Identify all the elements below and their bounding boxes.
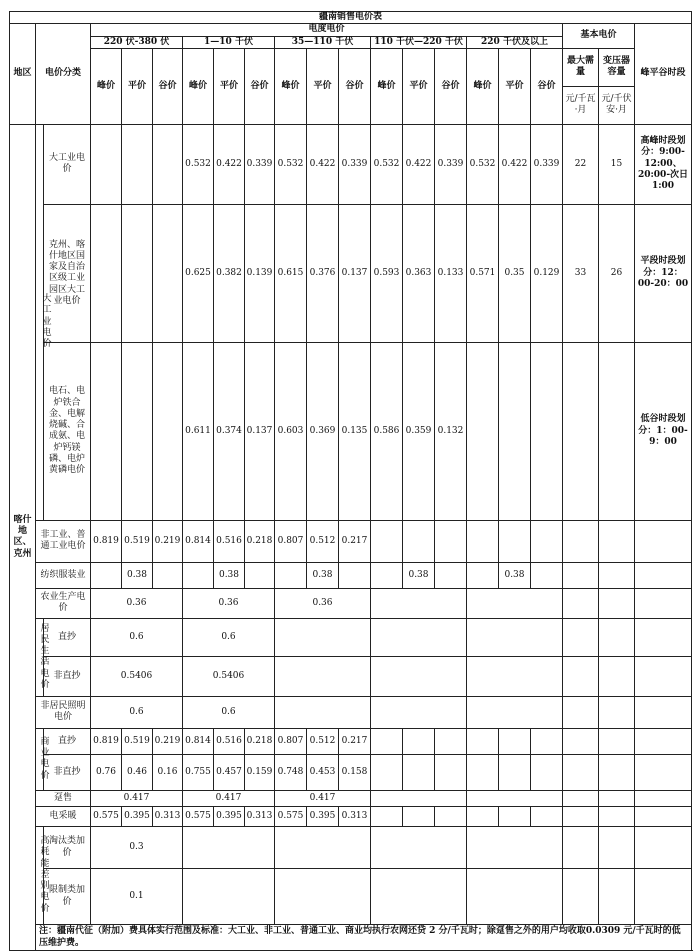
price-cell: 0.36 (183, 588, 275, 618)
price-cell (91, 342, 122, 520)
peak-header: 峰价 (183, 48, 214, 124)
price-cell (531, 728, 563, 754)
category-label: 非工业、普通工业电价 (36, 520, 91, 562)
category-label: 直抄 (44, 618, 91, 656)
flat-header: 平价 (403, 48, 435, 124)
price-cell (499, 754, 531, 790)
price-cell (499, 807, 531, 827)
price-cell: 0.532 (183, 124, 214, 204)
peak-header: 峰价 (371, 48, 403, 124)
tou-valley: 低谷时段划分：1：00-9：00 (635, 342, 692, 520)
price-cell (371, 728, 403, 754)
price-cell: 0.36 (91, 588, 183, 618)
price-cell: 0.516 (214, 520, 245, 562)
price-cell: 0.532 (275, 124, 307, 204)
price-cell: 0.532 (467, 124, 499, 204)
transformer-unit: 元/千伏安·月 (599, 86, 635, 124)
price-cell (531, 342, 563, 520)
row-big-industry (10, 124, 692, 204)
high-energy-group: 高耗能差别电价 (36, 827, 44, 925)
price-cell: 0.807 (275, 520, 307, 562)
price-cell: 0.218 (245, 520, 275, 562)
price-cell: 0.158 (339, 754, 371, 790)
price-cell (403, 728, 435, 754)
price-cell: 0.571 (467, 204, 499, 342)
category-label: 纺织服装业 (36, 562, 91, 588)
voltage-level: 1—10 千伏 (183, 36, 275, 48)
price-cell (467, 342, 499, 520)
price-cell: 0.417 (91, 790, 183, 806)
valley-header: 谷价 (531, 48, 563, 124)
region-name: 喀什地区、克州 (10, 124, 36, 950)
valley-header: 谷价 (339, 48, 371, 124)
voltage-level: 35—110 千伏 (275, 36, 371, 48)
row-residential-indirect (10, 656, 692, 696)
price-cell (499, 520, 531, 562)
price-cell: 0.313 (339, 807, 371, 827)
price-cell: 0.417 (183, 790, 275, 806)
price-cell: 0.395 (214, 807, 245, 827)
price-cell (435, 754, 467, 790)
header-category: 电价分类 (36, 24, 91, 125)
price-cell: 0.363 (403, 204, 435, 342)
peak-header: 峰价 (275, 48, 307, 124)
price-cell (435, 520, 467, 562)
valley-header: 谷价 (153, 48, 183, 124)
category-label: 淘汰类加价 (44, 827, 91, 869)
flat-header: 平价 (307, 48, 339, 124)
price-cell: 0.38 (307, 562, 339, 588)
price-cell (371, 754, 403, 790)
header-energy-price: 电度电价 (91, 24, 563, 36)
price-cell (467, 807, 499, 827)
tou-flat: 平段时段划分：12：00-20：00 (635, 204, 692, 342)
row-non-residential (10, 696, 692, 728)
price-cell (531, 520, 563, 562)
price-cell: 0.422 (214, 124, 245, 204)
row-residential-direct (10, 618, 692, 656)
price-cell (435, 728, 467, 754)
price-cell: 0.625 (183, 204, 214, 342)
price-cell: 0.748 (275, 754, 307, 790)
price-cell: 0.374 (214, 342, 245, 520)
price-cell: 0.35 (499, 204, 531, 342)
flat-header: 平价 (214, 48, 245, 124)
row-textile (10, 562, 692, 588)
price-cell: 0.417 (275, 790, 371, 806)
voltage-level: 220 伏-380 伏 (91, 36, 183, 48)
price-cell: 0.575 (91, 807, 122, 827)
price-table (9, 11, 692, 951)
category-label: 大工业电价 (44, 124, 91, 204)
price-cell (403, 520, 435, 562)
row-park-industry (10, 204, 692, 342)
price-cell: 0.755 (183, 754, 214, 790)
tou-peak: 高峰时段划分：9:00-12:00、20:00-次日1:00 (635, 124, 692, 204)
price-cell: 0.6 (91, 696, 183, 728)
row-agriculture (10, 588, 692, 618)
price-cell: 0.132 (435, 342, 467, 520)
price-cell: 0.6 (91, 618, 183, 656)
row-general-industry (10, 520, 692, 562)
price-cell: 0.814 (183, 728, 214, 754)
price-cell: 0.611 (183, 342, 214, 520)
price-cell: 0.5406 (91, 656, 183, 696)
price-cell: 0.135 (339, 342, 371, 520)
price-cell (371, 520, 403, 562)
price-cell: 0.586 (371, 342, 403, 520)
price-cell: 0.369 (307, 342, 339, 520)
price-cell: 0.137 (339, 204, 371, 342)
price-cell: 0.532 (371, 124, 403, 204)
price-cell: 0.339 (245, 124, 275, 204)
price-cell: 0.422 (499, 124, 531, 204)
price-cell: 0.395 (307, 807, 339, 827)
price-cell: 0.16 (153, 754, 183, 790)
price-cell (153, 124, 183, 204)
price-cell: 0.615 (275, 204, 307, 342)
price-cell: 0.382 (214, 204, 245, 342)
peak-header: 峰价 (467, 48, 499, 124)
transformer-value: 26 (599, 204, 635, 342)
price-cell: 0.516 (214, 728, 245, 754)
residential-group: 居民生活电价 (36, 618, 44, 696)
header-basic-price: 基本电价 (563, 24, 635, 49)
price-cell: 0.137 (245, 342, 275, 520)
price-cell: 0.519 (122, 520, 153, 562)
header-region: 地区 (10, 24, 36, 125)
price-cell: 0.219 (153, 728, 183, 754)
price-cell (435, 807, 467, 827)
price-cell: 0.38 (214, 562, 245, 588)
flat-header: 平价 (122, 48, 153, 124)
category-label: 电石、电炉铁合金、电解烧碱、合成氨、电炉钙镁磷、电炉黄磷电价 (44, 342, 91, 520)
price-cell: 0.575 (275, 807, 307, 827)
price-cell: 0.575 (183, 807, 214, 827)
price-cell (467, 520, 499, 562)
price-cell: 0.3 (91, 827, 183, 869)
category-label: 非直抄 (44, 656, 91, 696)
max-demand-value (563, 342, 599, 520)
price-cell: 0.129 (531, 204, 563, 342)
price-cell: 0.6 (183, 696, 275, 728)
category-label: 农业生产电价 (36, 588, 91, 618)
price-cell: 0.339 (435, 124, 467, 204)
price-cell (499, 342, 531, 520)
header-tou: 峰平谷时段 (635, 24, 692, 125)
price-cell: 0.339 (531, 124, 563, 204)
price-cell: 0.422 (403, 124, 435, 204)
category-label: 非居民照明电价 (36, 696, 91, 728)
price-cell (91, 204, 122, 342)
price-cell (499, 728, 531, 754)
row-wholesale (10, 790, 692, 806)
price-cell: 0.313 (153, 807, 183, 827)
price-cell (122, 124, 153, 204)
price-cell: 0.814 (183, 520, 214, 562)
max-demand-header: 最大需量 (563, 48, 599, 86)
price-cell: 0.218 (245, 728, 275, 754)
category-label: 限制类加价 (44, 869, 91, 925)
price-cell: 0.512 (307, 728, 339, 754)
transformer-header: 变压器容量 (599, 48, 635, 86)
price-cell: 0.5406 (183, 656, 275, 696)
price-cell: 0.339 (339, 124, 371, 204)
price-cell: 0.457 (214, 754, 245, 790)
category-label: 非直抄 (44, 754, 91, 790)
price-cell (467, 754, 499, 790)
price-cell: 0.807 (275, 728, 307, 754)
price-cell: 0.512 (307, 520, 339, 562)
price-cell: 0.38 (499, 562, 531, 588)
price-cell: 0.219 (153, 520, 183, 562)
price-cell: 0.217 (339, 520, 371, 562)
row-heating (10, 807, 692, 827)
transformer-value (599, 342, 635, 520)
row-high-load-industry (10, 342, 692, 520)
price-cell: 0.139 (245, 204, 275, 342)
price-cell: 0.422 (307, 124, 339, 204)
valley-header: 谷价 (435, 48, 467, 124)
row-restricted (10, 869, 692, 925)
price-cell (91, 124, 122, 204)
price-cell (531, 754, 563, 790)
price-cell (531, 807, 563, 827)
price-cell (371, 807, 403, 827)
price-cell: 0.603 (275, 342, 307, 520)
category-label: 电采暖 (36, 807, 91, 827)
row-commercial-indirect (10, 754, 692, 790)
price-cell: 0.359 (403, 342, 435, 520)
price-cell: 0.46 (122, 754, 153, 790)
price-cell: 0.819 (91, 520, 122, 562)
row-eliminated (10, 827, 692, 869)
price-cell (153, 204, 183, 342)
price-cell (122, 204, 153, 342)
table-note: 注：疆南代征（附加）费具体实行范围及标准：大工业、非工业、普通工业、商业均执行农网还贷 2 分/千瓦时；除趸售之外的用户均收取0.0309 元/千瓦时的低压维护费。 (36, 925, 692, 951)
price-cell (122, 342, 153, 520)
price-cell (403, 754, 435, 790)
peak-header: 峰价 (91, 48, 122, 124)
valley-header: 谷价 (245, 48, 275, 124)
price-cell: 0.6 (183, 618, 275, 656)
flat-header: 平价 (499, 48, 531, 124)
price-cell: 0.76 (91, 754, 122, 790)
price-cell: 0.159 (245, 754, 275, 790)
price-cell: 0.453 (307, 754, 339, 790)
max-demand-value: 22 (563, 124, 599, 204)
category-label: 趸售 (36, 790, 91, 806)
category-label: 克州、喀什地区国家及自治区级工业园区大工业电价 (44, 204, 91, 342)
max-demand-value: 33 (563, 204, 599, 342)
voltage-level: 220 千伏及以上 (467, 36, 563, 48)
big-industry-group: 大工业电价 (36, 124, 44, 520)
price-cell: 0.133 (435, 204, 467, 342)
max-demand-unit: 元/千瓦 ·月 (563, 86, 599, 124)
price-cell: 0.1 (91, 869, 183, 925)
price-cell: 0.376 (307, 204, 339, 342)
transformer-value: 15 (599, 124, 635, 204)
price-cell: 0.819 (91, 728, 122, 754)
price-cell (153, 342, 183, 520)
price-cell: 0.38 (122, 562, 153, 588)
commercial-group: 商业电价 (36, 728, 44, 790)
price-cell: 0.313 (245, 807, 275, 827)
price-cell (467, 728, 499, 754)
category-label: 直抄 (44, 728, 91, 754)
row-commercial-direct (10, 728, 692, 754)
table-title: 疆南销售电价表 (10, 12, 692, 24)
voltage-level: 110 千伏—220 千伏 (371, 36, 467, 48)
price-cell: 0.593 (371, 204, 403, 342)
price-cell: 0.395 (122, 807, 153, 827)
price-cell: 0.519 (122, 728, 153, 754)
price-cell: 0.38 (403, 562, 435, 588)
price-cell: 0.217 (339, 728, 371, 754)
price-cell (403, 807, 435, 827)
price-cell: 0.36 (275, 588, 371, 618)
